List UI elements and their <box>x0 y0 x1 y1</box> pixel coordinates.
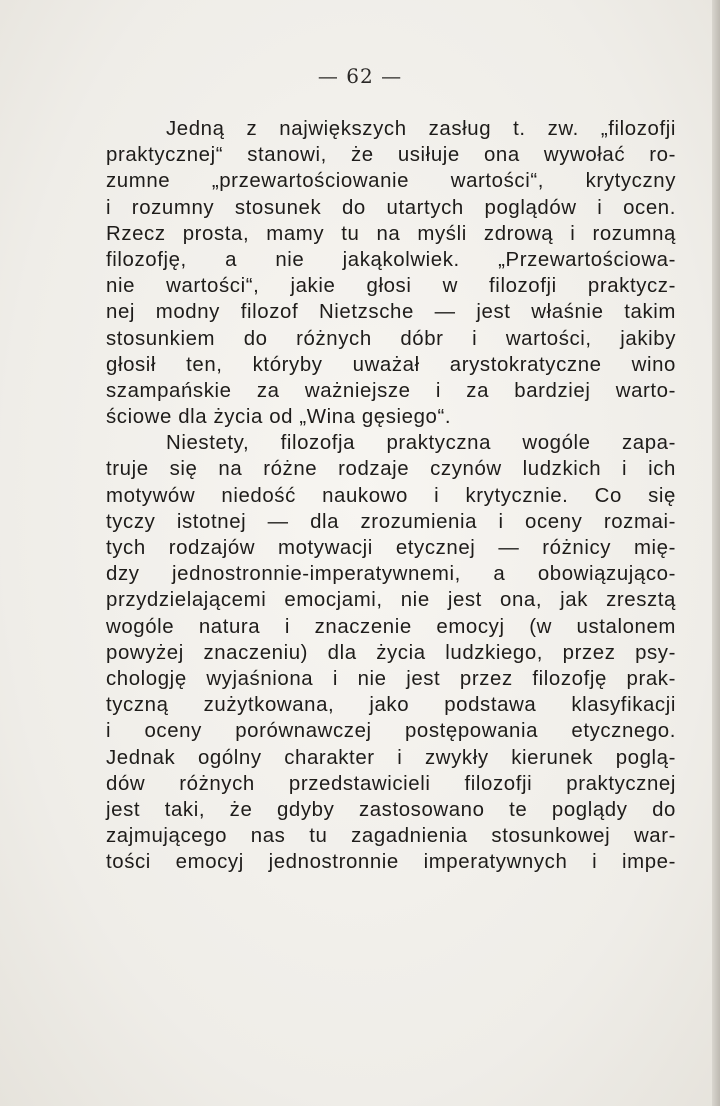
text-line: tyczy istotnej — dla zrozumienia i oceny rozmai- <box>106 510 676 533</box>
text-line: filozofję, a nie jakąkolwiek. „Przewartościowa- <box>106 248 676 271</box>
text-line: chologję wyjaśniona i nie jest przez filozofję prak- <box>106 667 676 690</box>
text-line: przydzielającemi emocjami, nie jest ona, jak zresztą <box>106 589 676 612</box>
text-line: wogóle natura i znaczenie emocyj (w ustalonem <box>106 615 676 638</box>
text-line: tości emocyj jednostronnie imperatywnych i impe- <box>106 851 676 874</box>
text-line: jest taki, że gdyby zastosowano te poglądy do <box>106 798 676 821</box>
text-line: dzy jednostronnie-imperatywnemi, a obowiązująco- <box>106 563 676 586</box>
page-number: — 62 — <box>317 64 403 88</box>
body-text <box>106 116 676 875</box>
page-edge-shadow <box>712 0 720 1106</box>
text-line: szampańskie za ważniejsze i za bardziej warto- <box>106 379 676 402</box>
text-line: stosunkiem do różnych dóbr i wartości, jakiby <box>106 327 676 350</box>
text-line: głosił ten, któryby uważał arystokratyczne wino <box>106 353 676 376</box>
text-line: i rozumny stosunek do utartych poglądów i ocen. <box>106 196 676 219</box>
text-line: Jedną z największych zasług t. zw. „filozofji <box>166 118 676 140</box>
text-line: ściowe dla życia od „Wina gęsiego“. <box>106 406 452 429</box>
text-line: truje się na różne rodzaje czynów ludzkich i ich <box>106 458 676 481</box>
text-line: nie wartości“, jakie głosi w filozofji praktycz- <box>106 275 676 298</box>
text-line: i oceny porównawczej postępowania etycznego. <box>106 720 676 743</box>
text-line: zumne „przewartościowanie wartości“, krytyczny <box>106 170 676 193</box>
text-line: Jednak ogólny charakter i zwykły kierunek poglą- <box>106 746 676 769</box>
text-line: nej modny filozof Nietzsche — jest właśnie takim <box>106 301 676 324</box>
text-line: tyczną zużytkowana, jako podstawa klasyfikacji <box>106 694 676 717</box>
text-line: tych rodzajów motywacji etycznej — różnicy mię- <box>106 537 676 559</box>
text-line: praktycznej“ stanowi, że usiłuje ona wywołać ro- <box>106 144 676 167</box>
text-line: dów różnych przedstawicieli filozofji praktycznej <box>106 772 676 795</box>
text-line: Rzecz prosta, mamy tu na myśli zdrową i rozumną <box>106 222 676 245</box>
text-line: zajmującego nas tu zagadnienia stosunkowej war- <box>106 825 676 848</box>
text-line: powyżej znaczeniu) dla życia ludzkiego, przez psy- <box>106 641 676 664</box>
text-line: Niestety, filozofja praktyczna wogóle zapa- <box>166 432 676 455</box>
text-line: motywów niedość naukowo i krytycznie. Co się <box>106 484 676 507</box>
